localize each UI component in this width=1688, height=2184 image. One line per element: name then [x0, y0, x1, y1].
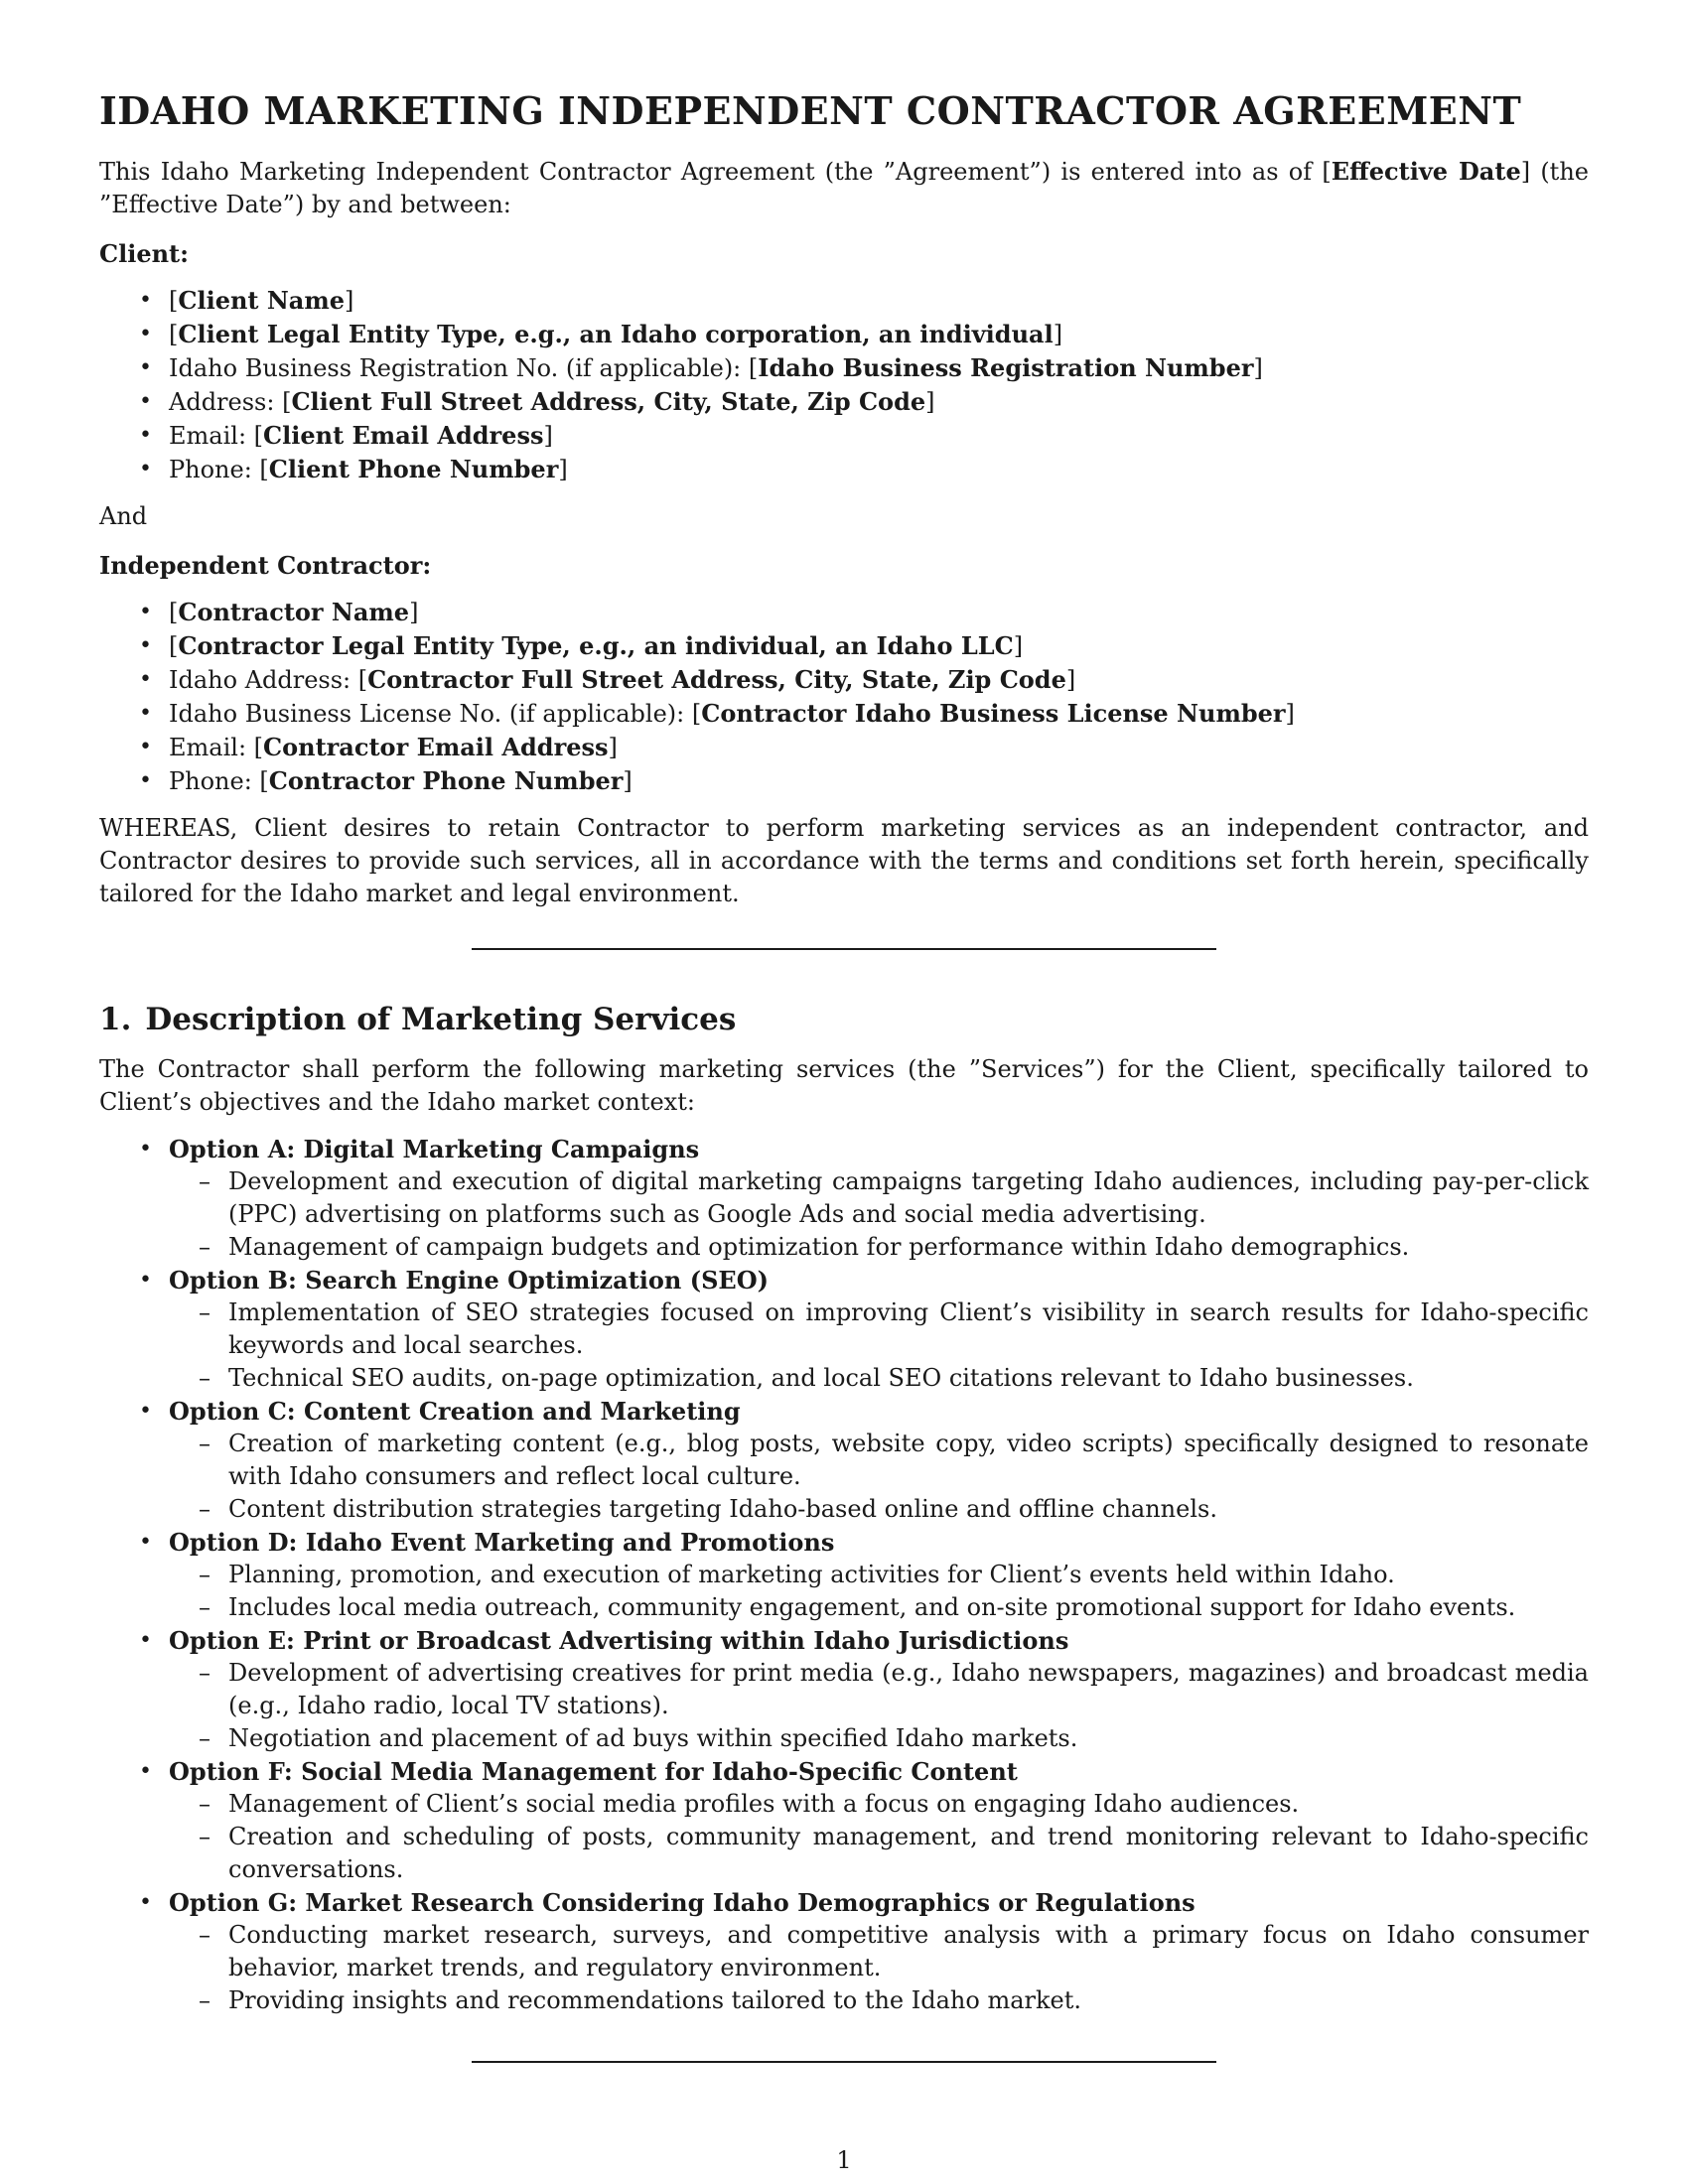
page-content [99, 87, 1589, 2113]
option-detail: – Technical SEO audits, on-page optimization, and local SEO citations relevant to Idaho businesses. [199, 1362, 1589, 1395]
service-option [139, 1133, 1589, 1264]
option-detail: – Management of campaign budgets and optimization for performance within Idaho demographics. [199, 1231, 1589, 1264]
services-list [99, 1133, 1589, 2017]
intro-text-pre: This Idaho Marketing Independent Contractor Agreement (the ”Agreement”) is entered into as of [ [99, 158, 1332, 186]
intro-paragraph [99, 155, 1589, 221]
section-number: 1. [99, 1002, 132, 1037]
horizontal-divider [472, 948, 1216, 950]
option-detail: – Implementation of SEO strategies focused on improving Client’s visibility in search results for Idaho-specific keywords and local searches. [199, 1297, 1589, 1362]
whereas-paragraph: WHEREAS, Client desires to retain Contractor to perform marketing services as an independent contractor, and Contractor desires to provide such services, all in accordance with the terms and conditions set forth herein, specifically tailored for the Idaho market and legal environment. [99, 814, 1589, 907]
section-title: Description of Marketing Services [145, 1002, 737, 1037]
option-detail: – Includes local media outreach, community engagement, and on-site promotional support for Idaho events. [199, 1591, 1589, 1624]
client-list [99, 284, 1589, 486]
option-title: • Option E: Print or Broadcast Advertising within Idaho Jurisdictions [169, 1626, 1069, 1655]
intro-text-post: ] (the ”Effective Date”) by and between: [99, 158, 1589, 218]
page-number: 1 [836, 2146, 852, 2174]
option-detail: – Development and execution of digital marketing campaigns targeting Idaho audiences, including pay-per-click (PPC) advertising on platforms such as Google Ads and social media advertising. [199, 1165, 1589, 1231]
option-detail: – Planning, promotion, and execution of marketing activities for Client’s events held within Idaho. [199, 1559, 1589, 1591]
option-detail: – Creation and scheduling of posts, community management, and trend monitoring relevant to Idaho-specific conversations. [199, 1821, 1589, 1886]
option-title: • Option B: Search Engine Optimization (SEO) [169, 1266, 769, 1295]
section-intro: The Contractor shall perform the following marketing services (the ”Services”) for the Client, specifically tailored to Client’s objectives and the Idaho market context: [99, 1055, 1589, 1116]
option-detail: – Development of advertising creatives for print media (e.g., Idaho newspapers, magazines) and broadcast media (e.g., Idaho radio, local TV stations). [199, 1657, 1589, 1722]
option-detail: – Content distribution strategies targeting Idaho-based online and offline channels. [199, 1493, 1589, 1526]
list-item: • Idaho Address: [Contractor Full Street Address, City, State, Zip Code] [139, 663, 1589, 697]
list-item: • [Client Legal Entity Type, e.g., an Idaho corporation, an individual] [139, 318, 1589, 351]
list-item: • Idaho Business Registration No. (if applicable): [Idaho Business Registration Number] [139, 351, 1589, 385]
option-title: • Option F: Social Media Management for Idaho-Specific Content [169, 1757, 1018, 1786]
effective-date-placeholder: Effective Date [1331, 157, 1521, 186]
service-option [139, 1264, 1589, 1395]
contractor-label: Independent Contractor: [99, 551, 432, 580]
list-item: • [Contractor Name] [139, 596, 1589, 629]
and-text: And [99, 502, 148, 530]
option-detail: – Conducting market research, surveys, and competitive analysis with a primary focus on Idaho consumer behavior, market trends, and regulatory environment. [199, 1919, 1589, 1984]
contractor-list [99, 596, 1589, 798]
list-item: • Email: [Contractor Email Address] [139, 731, 1589, 764]
list-item: • Phone: [Contractor Phone Number] [139, 764, 1589, 798]
option-detail: – Management of Client’s social media profiles with a focus on engaging Idaho audiences. [199, 1788, 1589, 1821]
service-option [139, 1886, 1589, 2017]
option-title: • Option D: Idaho Event Marketing and Promotions [169, 1528, 835, 1557]
list-item: • [Contractor Legal Entity Type, e.g., an individual, an Idaho LLC] [139, 629, 1589, 663]
option-title: • Option G: Market Research Considering Idaho Demographics or Regulations [169, 1888, 1196, 1917]
service-option [139, 1624, 1589, 1755]
section-heading [99, 1000, 1589, 1039]
service-option [139, 1395, 1589, 1526]
document-title: IDAHO MARKETING INDEPENDENT CONTRACTOR AGREEMENT [99, 88, 1522, 133]
list-item: • Address: [Client Full Street Address, City, State, Zip Code] [139, 385, 1589, 419]
option-detail: – Negotiation and placement of ad buys within specified Idaho markets. [199, 1722, 1589, 1755]
option-title: • Option A: Digital Marketing Campaigns [169, 1135, 700, 1163]
list-item: • Phone: [Client Phone Number] [139, 453, 1589, 486]
option-detail: – Creation of marketing content (e.g., blog posts, website copy, video scripts) specifically designed to resonate with Idaho consumers and reflect local culture. [199, 1428, 1589, 1493]
list-item: • Idaho Business License No. (if applicable): [Contractor Idaho Business License Number] [139, 697, 1589, 731]
service-option [139, 1755, 1589, 1886]
option-title: • Option C: Content Creation and Marketing [169, 1397, 741, 1426]
horizontal-divider-bottom [472, 2061, 1216, 2063]
option-detail: – Providing insights and recommendations tailored to the Idaho market. [199, 1984, 1589, 2017]
list-item: • [Client Name] [139, 284, 1589, 318]
service-option [139, 1526, 1589, 1624]
client-label: Client: [99, 239, 189, 268]
list-item: • Email: [Client Email Address] [139, 419, 1589, 453]
